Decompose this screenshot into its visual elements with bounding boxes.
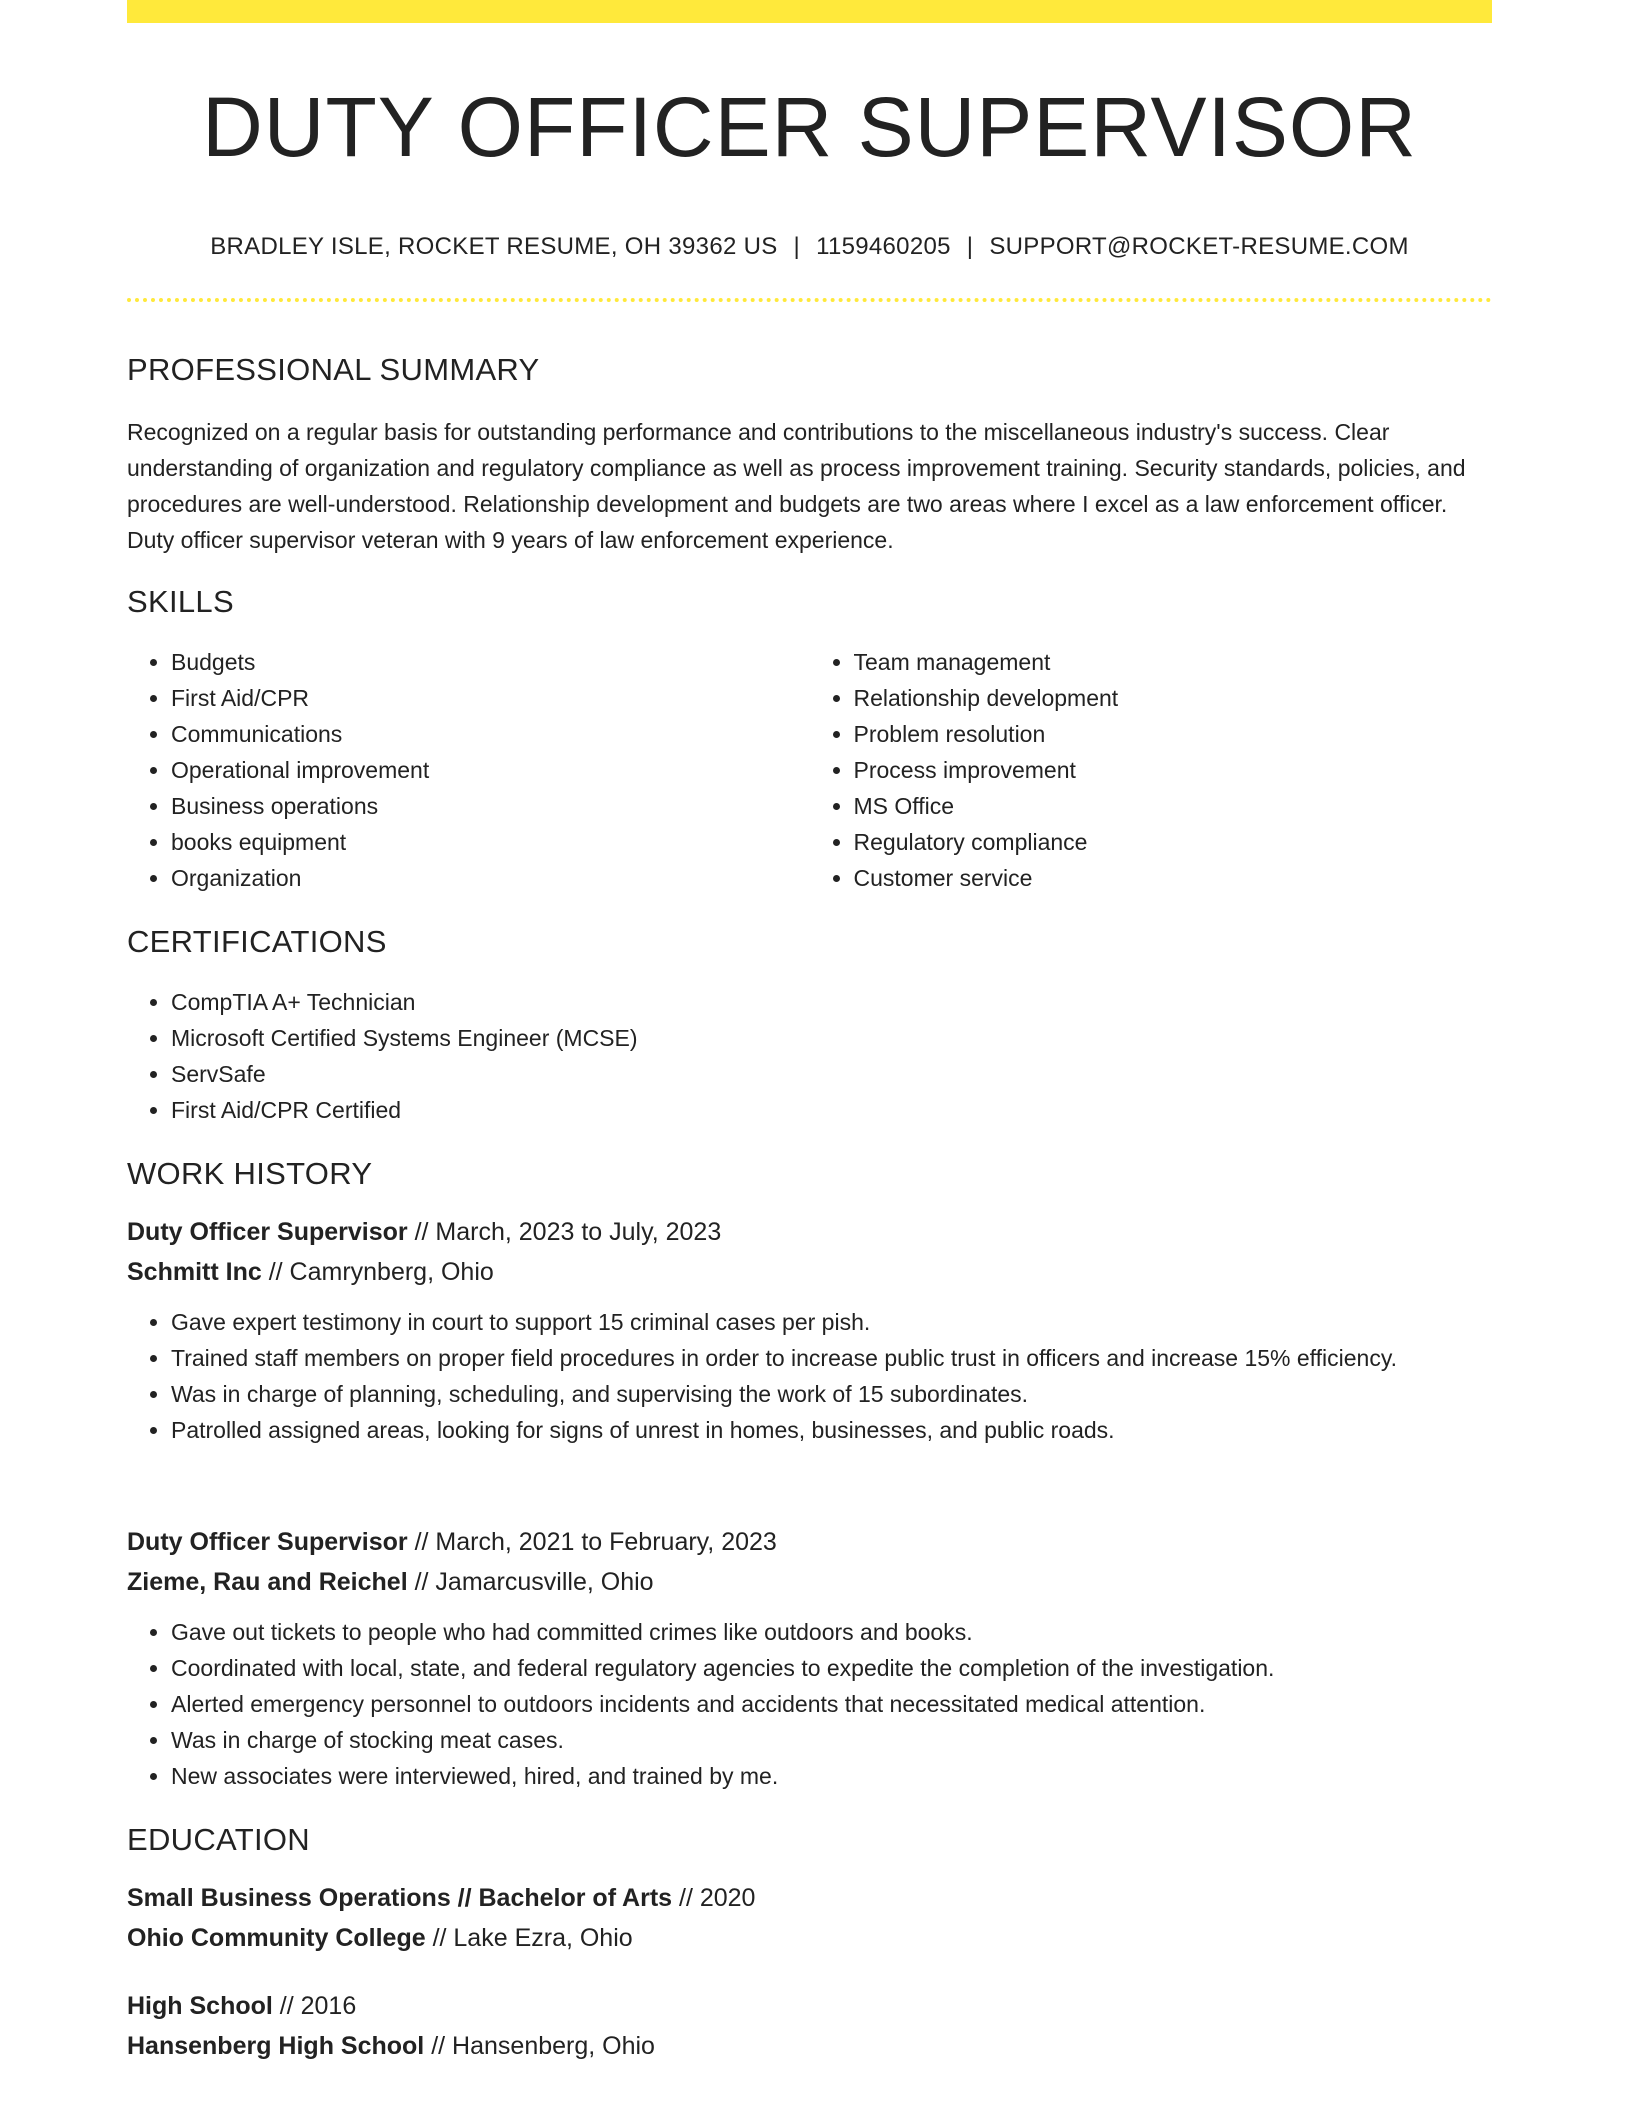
resume-page [127, 0, 1492, 2060]
skill-item: • Relationship development [854, 680, 1493, 716]
job-bullet: • Patrolled assigned areas, looking for signs of unrest in homes, businesses, and public roads. [171, 1412, 1492, 1448]
education-year: // 2020 [672, 1884, 756, 1912]
job-bullets [127, 1304, 1492, 1448]
education-year: // 2016 [272, 1992, 357, 2020]
education-school: Hansenberg High School [127, 2032, 425, 2060]
skill-item: • Regulatory compliance [854, 824, 1493, 860]
job-title: Duty Officer Supervisor [127, 1218, 408, 1246]
contact-line [127, 233, 1492, 261]
education-section [127, 1822, 1492, 2066]
job-bullet: • Was in charge of stocking meat cases. [171, 1722, 1492, 1758]
contact-separator: | [966, 233, 974, 261]
skills-columns [127, 644, 1492, 896]
summary-section [127, 352, 1492, 558]
job-bullet: • Was in charge of planning, scheduling, and supervising the work of 15 subordinates. [171, 1376, 1492, 1412]
skill-item: • Communications [171, 716, 810, 752]
contact-separator: | [793, 233, 801, 261]
dotted-divider [127, 298, 1492, 302]
job-company-line [127, 1562, 1492, 1602]
education-degree-line [127, 1878, 1492, 1918]
education-degree-line [127, 1986, 1492, 2026]
job-company-line [127, 1252, 1492, 1292]
skill-item: • books equipment [171, 824, 810, 860]
education-location: // Lake Ezra, Ohio [425, 1924, 633, 1952]
job-title: Duty Officer Supervisor [127, 1528, 408, 1556]
job-bullet: • Gave out tickets to people who had committed crimes like outdoors and books. [171, 1614, 1492, 1650]
job-bullet: • Trained staff members on proper field procedures in order to increase public trust in officers and increase 15% efficiency. [171, 1340, 1492, 1376]
job-company: Zieme, Rau and Reichel [127, 1568, 408, 1596]
job-title-line [127, 1212, 1492, 1252]
certifications-list [127, 984, 1492, 1128]
accent-top-bar [127, 0, 1492, 23]
education-degree: Small Business Operations // Bachelor of Arts [127, 1884, 673, 1912]
skill-item: • First Aid/CPR [171, 680, 810, 716]
skill-item: • Business operations [171, 788, 810, 824]
skill-item: • Budgets [171, 644, 810, 680]
job-dates: // March, 2021 to February, 2023 [407, 1528, 777, 1556]
skill-item: • Organization [171, 860, 810, 896]
skill-item: • Operational improvement [171, 752, 810, 788]
skills-list-left [127, 644, 810, 896]
education-school: Ohio Community College [127, 1924, 426, 1952]
job-bullet: • New associates were interviewed, hired, and trained by me. [171, 1758, 1492, 1794]
education-school-line [127, 1918, 1492, 1958]
skill-item: • Team management [854, 644, 1493, 680]
skill-item: • Process improvement [854, 752, 1493, 788]
certification-item: • CompTIA A+ Technician [171, 984, 1492, 1020]
summary-text: Recognized on a regular basis for outstanding performance and contributions to the miscellaneous industry's success. Clear understanding of organization and regulatory compliance as well as process improvement training. Security standards, policies, and procedures are well-understood. Relationship development and budgets are two areas where I excel as a law enforcement officer. Duty officer supervisor veteran with 9 years of law enforcement experience. [127, 419, 1466, 553]
education-entry [127, 1878, 1492, 1958]
job-dates: // March, 2023 to July, 2023 [407, 1218, 722, 1246]
job-bullets [127, 1614, 1492, 1794]
contact-email[interactable]: SUPPORT@ROCKET-RESUME.COM [989, 233, 1409, 261]
certifications-heading: CERTIFICATIONS [127, 924, 387, 959]
certification-item: • First Aid/CPR Certified [171, 1092, 1492, 1128]
certification-item: • ServSafe [171, 1056, 1492, 1092]
education-degree: High School [127, 1992, 273, 2020]
work-history-section [127, 1156, 1492, 1448]
job-bullet: • Gave expert testimony in court to support 15 criminal cases per pish. [171, 1304, 1492, 1340]
certification-item: • Microsoft Certified Systems Engineer (MCSE) [171, 1020, 1492, 1056]
contact-phone: 1159460205 [816, 233, 951, 261]
job-bullet: • Coordinated with local, state, and federal regulatory agencies to expedite the completion of the investigation. [171, 1650, 1492, 1686]
skills-heading: SKILLS [127, 584, 234, 619]
skills-section [127, 584, 1492, 896]
skill-item: • Problem resolution [854, 716, 1493, 752]
job-entry [127, 1522, 1492, 1794]
job-location: // Camrynberg, Ohio [261, 1258, 494, 1286]
contact-address: BRADLEY ISLE, ROCKET RESUME, OH 39362 US [210, 233, 778, 261]
job-entry [127, 1212, 1492, 1448]
job-location: // Jamarcusville, Ohio [407, 1568, 654, 1596]
resume-name: DUTY OFFICER SUPERVISOR [202, 80, 1417, 174]
job-bullet: • Alerted emergency personnel to outdoors incidents and accidents that necessitated medical attention. [171, 1686, 1492, 1722]
education-entry [127, 1986, 1492, 2066]
summary-heading: PROFESSIONAL SUMMARY [127, 352, 540, 387]
education-school-line [127, 2026, 1492, 2066]
skills-list-right [810, 644, 1493, 896]
skill-item: • Customer service [854, 860, 1493, 896]
skill-item: • MS Office [854, 788, 1493, 824]
certifications-section [127, 924, 1492, 1128]
education-location: // Hansenberg, Ohio [424, 2032, 655, 2060]
job-title-line [127, 1522, 1492, 1562]
work-history-heading: WORK HISTORY [127, 1156, 373, 1191]
education-heading: EDUCATION [127, 1822, 310, 1857]
job-company: Schmitt Inc [127, 1258, 262, 1286]
